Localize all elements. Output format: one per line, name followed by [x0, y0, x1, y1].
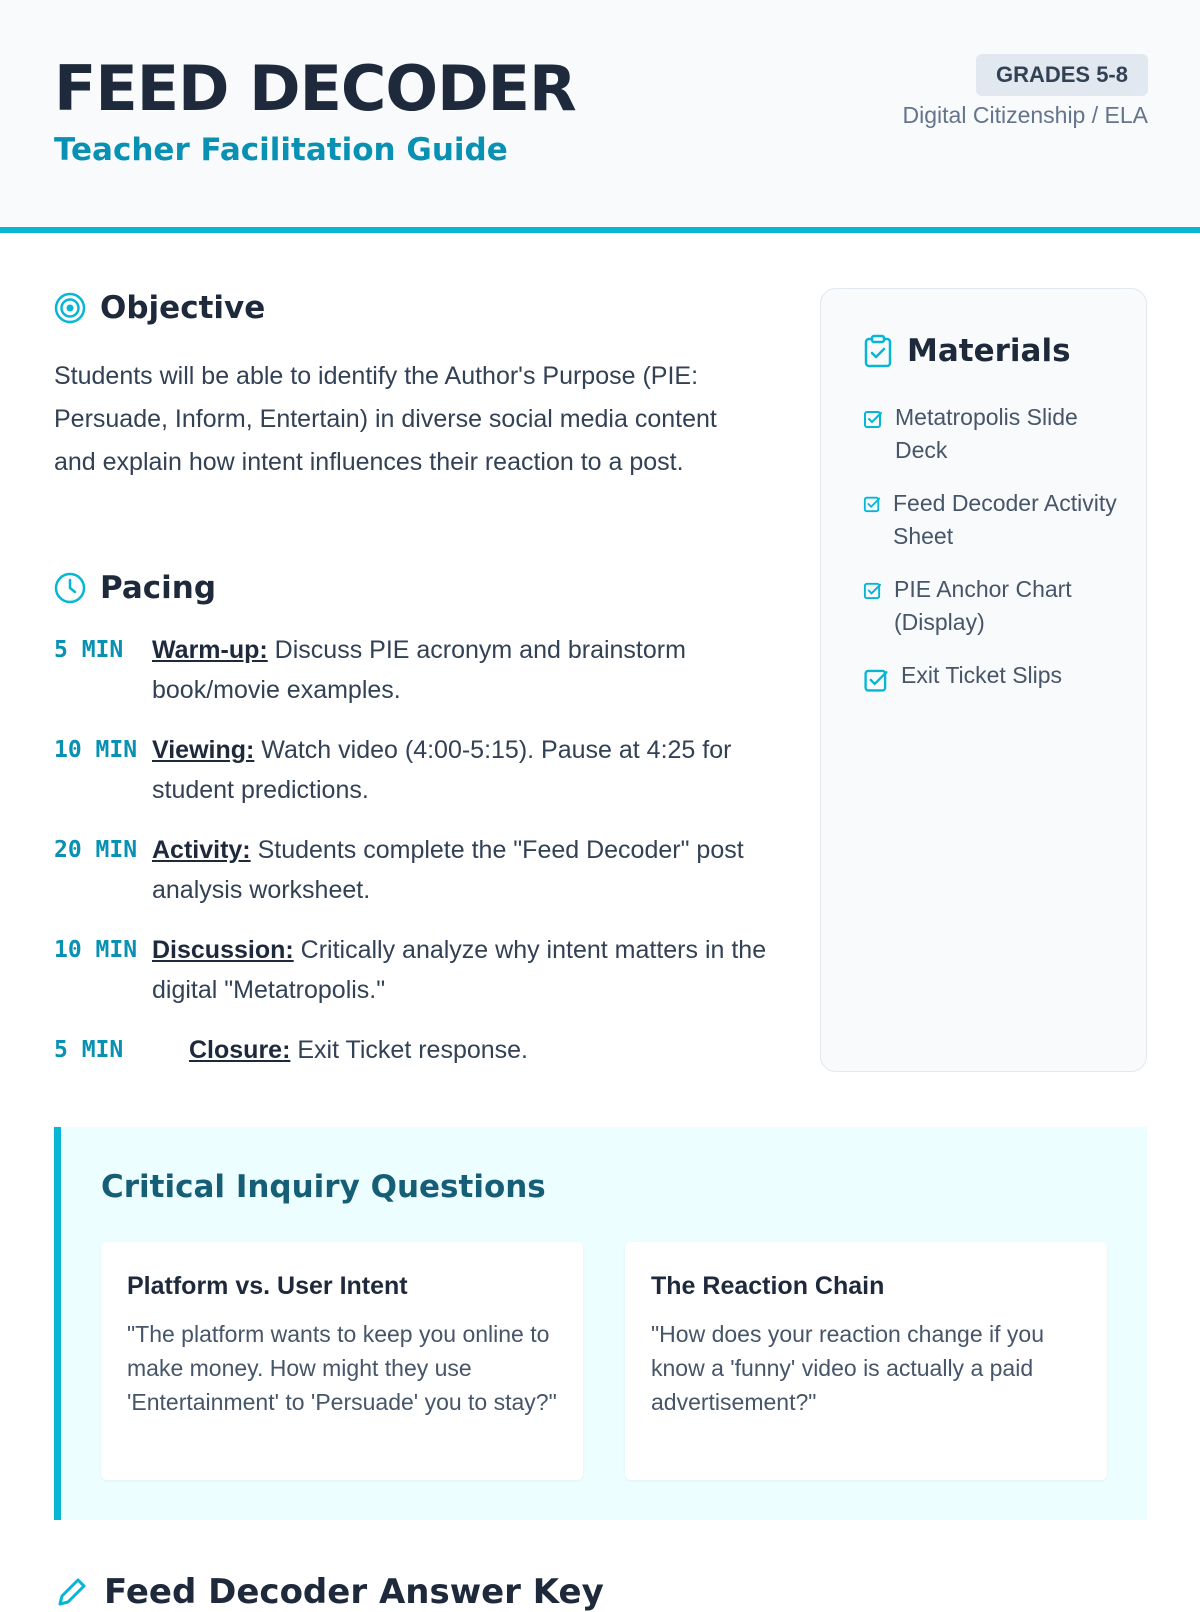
pacing-label: Activity:	[152, 836, 251, 864]
subject-label: Digital Citizenship / ELA	[902, 102, 1148, 128]
pacing-label: Viewing:	[152, 736, 255, 764]
pencil-icon	[54, 1574, 90, 1610]
materials-item	[863, 573, 1123, 639]
inquiry-section	[54, 1127, 1147, 1520]
pacing-list	[54, 630, 774, 1090]
materials-heading	[863, 333, 1071, 369]
pacing-text: Critically analyze why intent matters in the digital "Metatropolis."	[152, 936, 767, 1004]
pacing-item	[54, 630, 774, 710]
pacing-time: 20 MIN	[54, 837, 138, 863]
grade-badge: GRADES 5-8	[976, 54, 1148, 96]
pacing-label: Closure:	[189, 1036, 291, 1064]
materials-title: Materials	[907, 333, 1071, 369]
objective-text: Students will be able to identify the Author's Purpose (PIE: Persuade, Inform, Entertain) in diverse social media content and explain how intent influences their reaction to a post.	[54, 362, 717, 476]
inquiry-card	[625, 1242, 1107, 1480]
answer-key-title: Feed Decoder Answer Key	[104, 1572, 604, 1612]
page-title: FEED DECODER	[54, 52, 576, 125]
pacing-text: Discuss PIE acronym and brainstorm book/movie examples.	[152, 636, 686, 704]
inquiry-card	[101, 1242, 583, 1480]
clock-icon	[54, 572, 86, 604]
pacing-time: 10 MIN	[54, 937, 138, 963]
inquiry-title: Critical Inquiry Questions	[101, 1169, 546, 1205]
checkbox-checked-icon	[863, 581, 882, 600]
clipboard-icon	[863, 334, 893, 368]
pacing-time: 5 MIN	[54, 1037, 124, 1063]
pacing-text: Exit Ticket response.	[290, 1036, 529, 1064]
header	[0, 0, 1200, 233]
materials-item-label: PIE Anchor Chart (Display)	[894, 576, 1072, 635]
pacing-label: Warm-up:	[152, 636, 268, 664]
materials-item	[863, 487, 1123, 553]
pacing-item	[54, 930, 774, 1010]
materials-panel	[820, 288, 1147, 1072]
answer-key-heading	[54, 1572, 604, 1612]
inquiry-card-text: "How does your reaction change if you know a 'funny' video is actually a paid advertisement?"	[651, 1321, 1044, 1415]
materials-item	[863, 401, 1123, 467]
page-subtitle: Teacher Facilitation Guide	[54, 132, 508, 168]
pacing-text: Students complete the "Feed Decoder" post analysis worksheet.	[152, 836, 744, 904]
pacing-item	[54, 730, 774, 810]
pacing-item	[54, 830, 774, 910]
pacing-item	[54, 1030, 774, 1070]
pacing-time: 10 MIN	[54, 737, 138, 763]
materials-list	[863, 401, 1123, 713]
materials-item-label: Metatropolis Slide Deck	[895, 404, 1078, 463]
materials-item	[863, 659, 1123, 693]
pacing-text: Watch video (4:00-5:15). Pause at 4:25 for student predictions.	[152, 736, 732, 804]
pacing-label: Discussion:	[152, 936, 294, 964]
checkbox-checked-icon	[863, 667, 889, 693]
pacing-time: 5 MIN	[54, 637, 124, 663]
materials-item-label: Exit Ticket Slips	[901, 662, 1063, 688]
objective-title: Objective	[100, 290, 266, 326]
objective-heading	[54, 290, 265, 326]
checkbox-checked-icon	[863, 495, 881, 513]
pacing-heading	[54, 570, 216, 606]
materials-item-label: Feed Decoder Activity Sheet	[893, 490, 1117, 549]
checkbox-checked-icon	[863, 409, 883, 429]
pacing-title: Pacing	[100, 570, 217, 606]
inquiry-card-title: The Reaction Chain	[651, 1272, 885, 1300]
inquiry-card-title: Platform vs. User Intent	[127, 1272, 408, 1300]
inquiry-card-text: "The platform wants to keep you online to make money. How might they use 'Entertainment' to 'Persuade' you to stay?"	[127, 1321, 557, 1415]
target-icon	[54, 292, 86, 324]
